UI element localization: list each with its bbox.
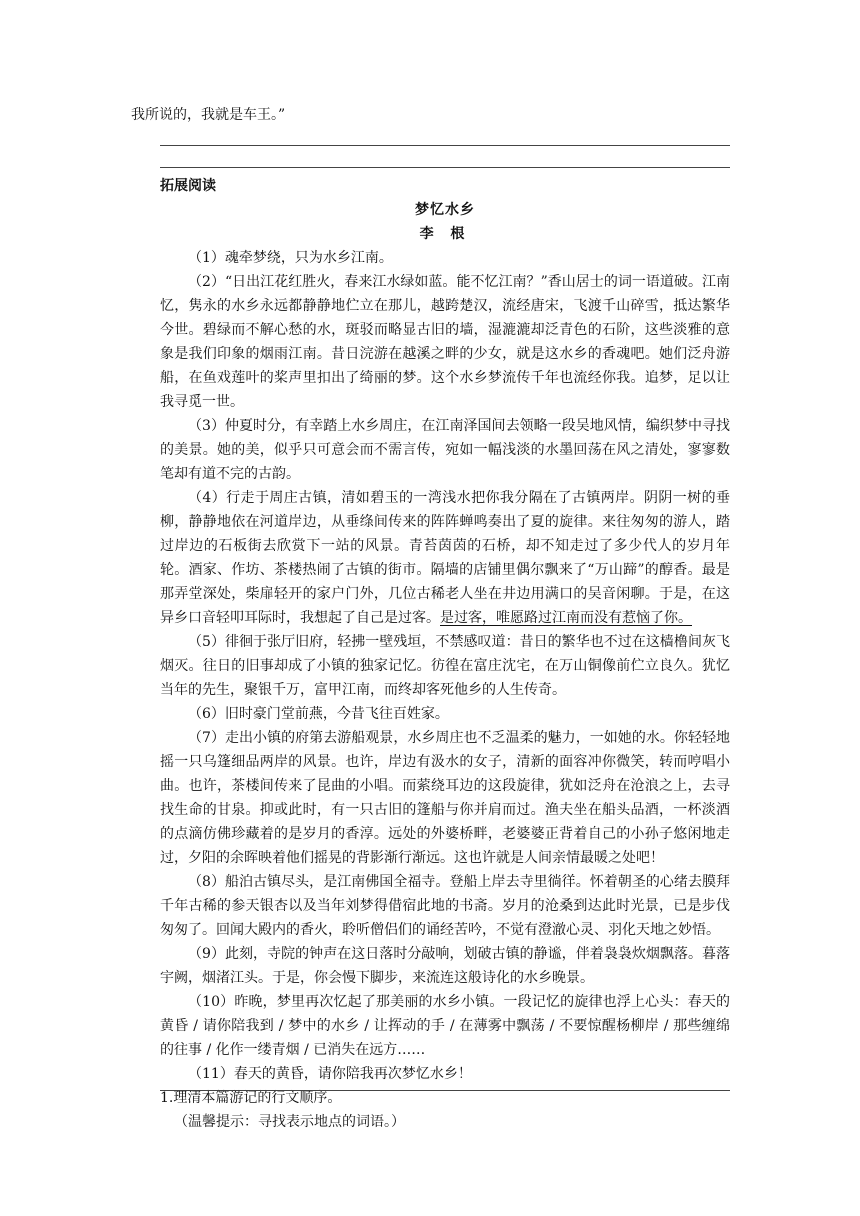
paragraph-6: （6）旧时豪门堂前燕，今昔飞往百姓家。 (188, 706, 449, 722)
question-hint: （温馨提示：寻找表示地点的词语。） (174, 1114, 405, 1130)
divider-top-1 (160, 145, 730, 146)
paragraph-2: （2）“日出江花红胜火，春来江水绿如蓝。能不忆江南？”香山居士的词一语道破。江南忆，隽永的水乡永远都静静地伫立在那儿，越跨楚汉，流经唐宋，飞渡千山碎雪，抵达繁华今世。碧绿而不解心愁的水，斑驳而略显古旧的墙，湿漉漉却泛青色的石阶，这些淡雅的意象是我们印象的烟雨江南。昔日浣游在越溪之畔的少女，就是这水乡的香魂吧。她们泛舟游船，在鱼戏莲叶的桨声里扣出了绮丽的梦。这个水乡梦流传千年也流经你我。追梦，足以让我寻觅一世。 (160, 274, 730, 410)
paragraph-8: （8）船泊古镇尽头，是江南佛国全福寺。登船上岸去寺里徜徉。怀着朝圣的心绪去膜拜千年古稀的参天银杏以及当年刘梦得借宿此地的书斋。岁月的沧桑到达此时光景，已是步伐匆匆了。回闻大殿内的香火，聆听僧侣们的诵经苦吟，不觉有澄澈心灵、羽化天地之妙悟。 (160, 874, 730, 938)
article-title: 梦忆水乡 (415, 202, 475, 218)
previous-text-line: 我所说的，我就是车王。” (131, 107, 286, 123)
section-label: 拓展阅读 (160, 178, 216, 194)
paragraph-3: （3）仲夏时分，有幸踏上水乡周庄，在江南泽国间去领略一段吴地风情，编织梦中寻找的美景。她的美，似乎只可意会而不需言传，宛如一幅浅淡的水墨回荡在风之清处，寥寥数笔却有道不完的古韵。 (160, 418, 730, 482)
paragraph-4-text: （4）行走于周庄古镇，清如碧玉的一湾浅水把你我分隔在了古镇两岸。阴阴一树的垂柳，静静地依在河道岸边，从垂绦间传来的阵阵蝉鸣奏出了夏的旋律。来往匆匆的游人，踏过岸边的石板街去欣赏下一站的风景。青苔茵茵的石桥，却不知走过了多少代人的岁月年轮。酒家、作坊、茶楼热闹了古镇的街市。隔墙的店铺里偶尔飘来了“万山蹄”的醇香。最是那弄堂深处，柴扉轻开的家户门外，几位古稀老人坐在井边用满口的吴音闲聊。于是，在这异乡口音轻叩耳际时，我想起了自己是过客。 (160, 490, 730, 626)
question-1: 1.理清本篇游记的行文顺序。 (160, 1090, 342, 1106)
paragraph-7: （7）走出小镇的府第去游船观景，水乡周庄也不乏温柔的魅力，一如她的水。你轻轻地摇一只乌篷细品两岸的风景。也许，岸边有汲水的女子，清新的面容冲你微笑，转而哼唱小曲。也许，茶楼间传来了昆曲的小唱。而萦绕耳边的这段旋律，犹如泛舟在沧浪之上，去寻找生命的甘泉。抑或此时，有一只古旧的篷船与你并肩而过。渔夫坐在船头品酒，一杯淡酒的点滴仿佛珍藏着的是岁月的香淳。远处的外婆桥畔，老婆婆正背着自己的小孙子悠闲地走过，夕阳的余晖映着他们摇晃的背影渐行渐远。这也许就是人间亲情最暖之处吧！ (160, 730, 730, 866)
paragraph-1: （1）魂牵梦绕，只为水乡江南。 (188, 250, 393, 266)
article-author: 李 根 (419, 226, 471, 242)
paragraph-4 (160, 486, 730, 630)
underlined-sentence: 是过客，唯愿路过江南而没有惹恼了你。 (440, 610, 692, 626)
divider-bottom (160, 1090, 730, 1091)
reading-section (160, 174, 730, 1134)
paragraph-10: （10）昨晚，梦里再次忆起了那美丽的水乡小镇。一段记忆的旋律也浮上心头：春天的黄昏 / 请你陪我到 / 梦中的水乡 / 让挥动的手 / 在薄雾中飘荡 / 不要惊醒杨柳岸 / 那些缠绵的往事 / 化作一缕青烟 / 已消失在远方…… (160, 994, 730, 1058)
divider-top-2 (160, 167, 730, 168)
paragraph-9: （9）此刻，寺院的钟声在这日落时分敲响，划破古镇的静谧，伴着袅袅炊烟飘落。暮落宇阙，烟渚江头。于是，你会慢下脚步，来流连这般诗化的水乡晚景。 (160, 946, 730, 986)
paragraph-5: （5）徘徊于张厅旧府，轻拂一壁残垣，不禁感叹道：昔日的繁华也不过在这樯橹间灰飞烟灭。往日的旧事却成了小镇的独家记忆。彷徨在富庄沈宅，在万山铜像前伫立良久。犹忆当年的先生，聚银千万，富甲江南，而终却客死他乡的人生传奇。 (160, 634, 730, 698)
paragraph-11: （11）春天的黄昏，请你陪我再次梦忆水乡！ (188, 1066, 472, 1082)
